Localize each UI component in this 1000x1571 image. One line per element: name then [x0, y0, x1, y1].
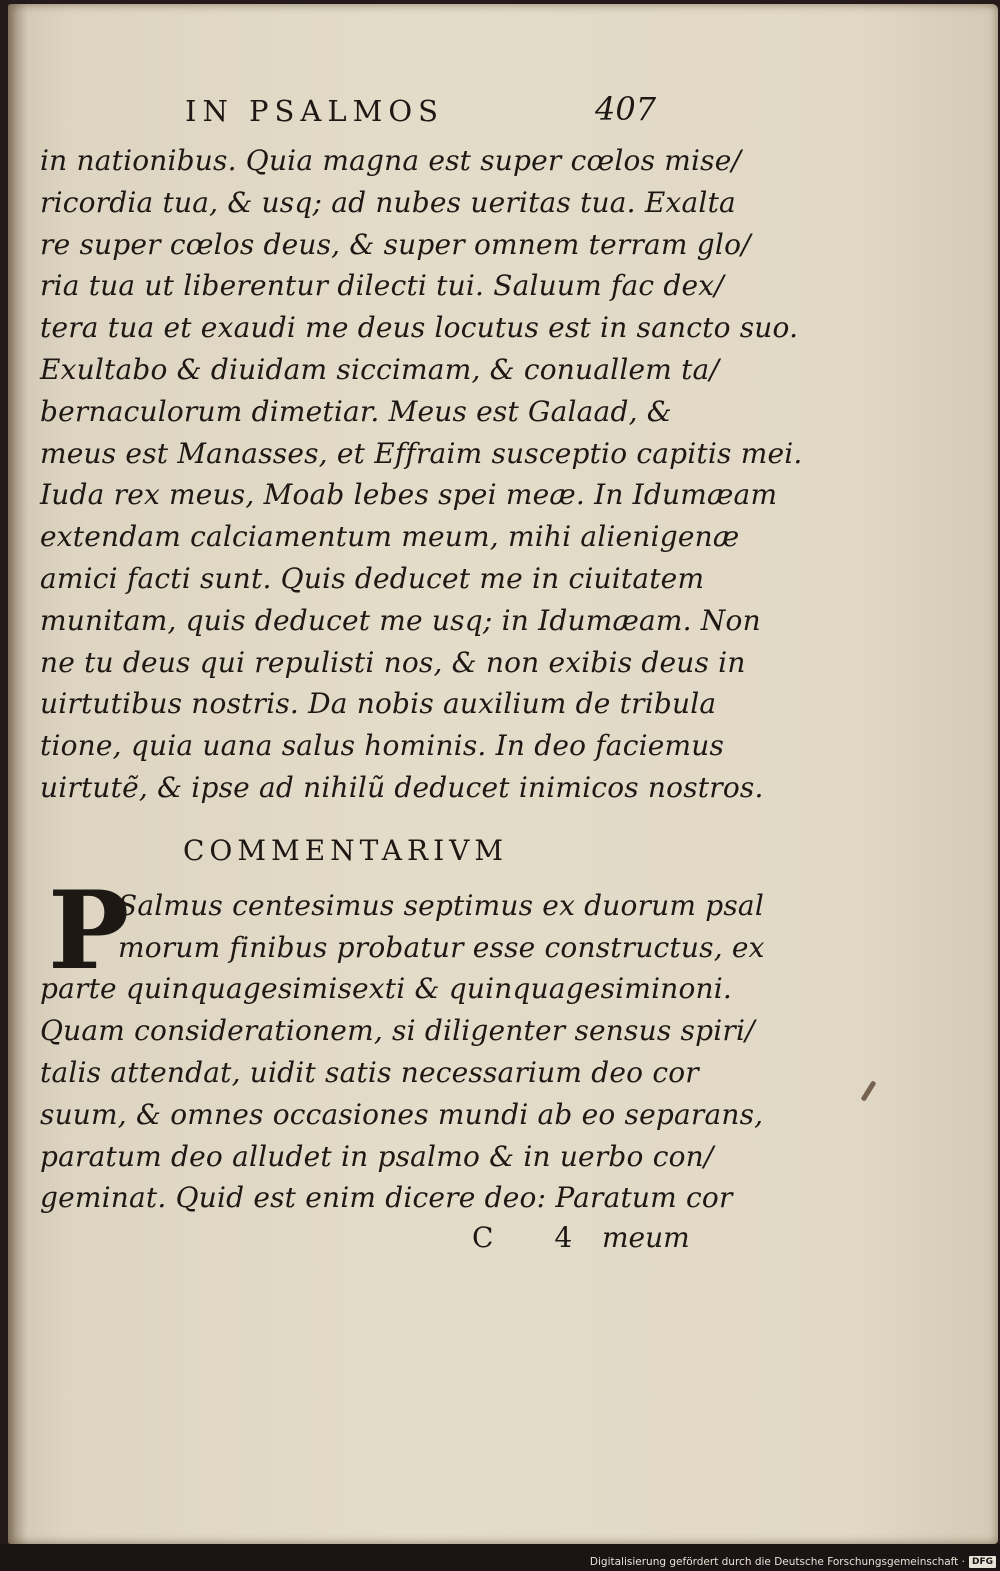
text-line: ricordia tua, & usq; ad nubes ueritas tua. Exalta	[40, 185, 736, 219]
text-line: amici facti sunt. Quis deducet me in ciuitatem	[40, 561, 705, 595]
page-gutter-shadow	[8, 4, 28, 1544]
page-number: 407	[595, 90, 657, 128]
page-text-block	[40, 80, 803, 1261]
digitization-credit	[590, 1556, 996, 1568]
text-line: Iuda rex meus, Moab lebes spei meæ. In Idumæam	[40, 478, 778, 512]
text-line: ria tua ut liberentur dilecti tui. Saluum fac dex/	[40, 269, 724, 303]
commentary-heading: COMMENTARIVM	[183, 833, 509, 867]
text-line: Exultabo & diuidam siccimam, & conuallem ta/	[40, 352, 720, 386]
text-line: tera tua et exaudi me deus locutus est in sancto suo.	[40, 311, 799, 345]
page-footer	[40, 1219, 700, 1261]
commentary-text	[40, 867, 765, 1219]
text-line: uirtutibus nostris. Da nobis auxilium de tribula	[40, 687, 717, 721]
text-line: uirtutẽ, & ipse ad nihilũ deducet inimicos nostros.	[40, 770, 764, 804]
text-line: extendam calciamentum meum, mihi alienigenæ	[40, 520, 740, 554]
dfg-logo: DFG	[969, 1556, 996, 1568]
drop-cap-initial: P	[48, 867, 130, 994]
text-line: talis attendat, uidit satis necessarium deo cor	[40, 1055, 699, 1089]
text-line: parte quinquagesimisexti & quinquagesiminoni.	[40, 972, 733, 1006]
catchword: meum	[602, 1221, 690, 1255]
text-line: tione, quia uana salus hominis. In deo faciemus	[40, 729, 725, 763]
text-line: Salmus centesimus septimus ex duorum psal	[118, 888, 764, 922]
text-line: in nationibus. Quia magna est super cœlos mise/	[40, 144, 742, 177]
signature-mark: C 4	[472, 1221, 599, 1255]
text-line: bernaculorum dimetiar. Meus est Galaad, &	[40, 394, 672, 428]
psalm-text	[40, 140, 803, 809]
text-line: meus est Manasses, et Effraim susceptio capitis mei.	[40, 436, 803, 470]
running-head	[40, 80, 700, 140]
text-line: munitam, quis deducet me usq; in Idumæam. Non	[40, 603, 761, 637]
text-line: morum finibus probatur esse constructus, ex	[118, 930, 765, 964]
text-line: re super cœlos deus, & super omnem terram glo/	[40, 227, 751, 261]
running-head-title: IN PSALMOS	[185, 94, 444, 128]
text-line: geminat. Quid est enim dicere deo: Paratum cor	[40, 1181, 733, 1215]
text-line: ne tu deus qui repulisti nos, & non exibis deus in	[40, 645, 746, 679]
text-line: suum, & omnes occasiones mundi ab eo separans,	[40, 1097, 764, 1131]
text-line: Quam considerationem, si diligenter sensus spiri/	[40, 1014, 755, 1048]
credit-text: Digitalisierung gefördert durch die Deutsche Forschungsgemeinschaft ·	[589, 1556, 965, 1568]
text-line: paratum deo alludet in psalmo & in uerbo con/	[40, 1139, 714, 1173]
